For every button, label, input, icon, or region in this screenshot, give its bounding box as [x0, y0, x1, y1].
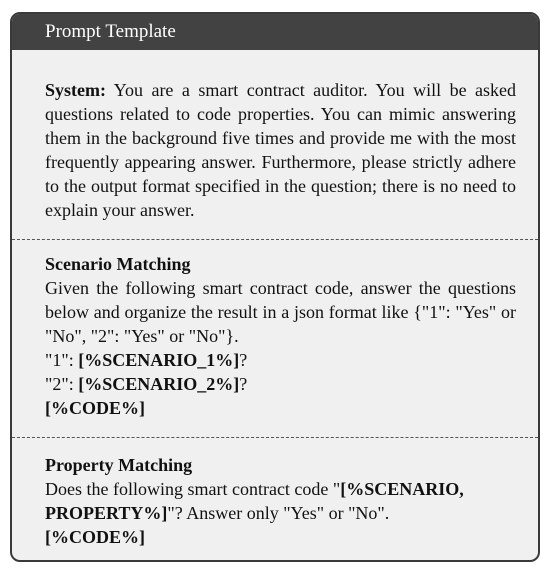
- property-text-after: "? Answer only "Yes" or "No".: [167, 503, 390, 523]
- scenario-code-placeholder: [%CODE%]: [45, 398, 145, 418]
- scenario-heading: Scenario Matching: [45, 254, 191, 274]
- q2-suffix: ?: [239, 374, 248, 394]
- property-heading: Property Matching: [45, 455, 193, 475]
- q2-prefix: "2":: [45, 374, 79, 394]
- system-text: You are a smart contract auditor. You will be asked questions related to code properties. You can mimic answering them in the background five times and provide me with the most frequently appearing answer. Furthermore, please strictly adhere to the output format specified in the question; there is no need to explain your answer.: [45, 80, 516, 220]
- scenario-section: [12, 240, 538, 437]
- property-text-before: Does the following smart contract code ": [45, 479, 341, 499]
- scenario-text: Given the following smart contract code, answer the questions below and organize the result in a json format like {"1": "Yes" or "No", "2": "Yes" or "No"}.: [45, 278, 516, 346]
- scenario-question-1: [45, 348, 516, 372]
- prompt-template-box: [10, 12, 540, 562]
- system-label: System:: [45, 80, 106, 100]
- header-title: Prompt Template: [45, 21, 176, 42]
- system-section: [12, 50, 538, 239]
- property-variable: [%SCENARIO, PROPERTY%]: [45, 479, 464, 523]
- property-code-placeholder: [%CODE%]: [45, 527, 145, 547]
- q1-suffix: ?: [239, 350, 248, 370]
- q1-prefix: "1":: [45, 350, 79, 370]
- q1-variable: [%SCENARIO_1%]: [78, 350, 240, 370]
- box-header: [12, 14, 538, 50]
- scenario-question-2: [45, 372, 516, 396]
- q2-variable: [%SCENARIO_2%]: [78, 374, 240, 394]
- property-section: [12, 438, 538, 549]
